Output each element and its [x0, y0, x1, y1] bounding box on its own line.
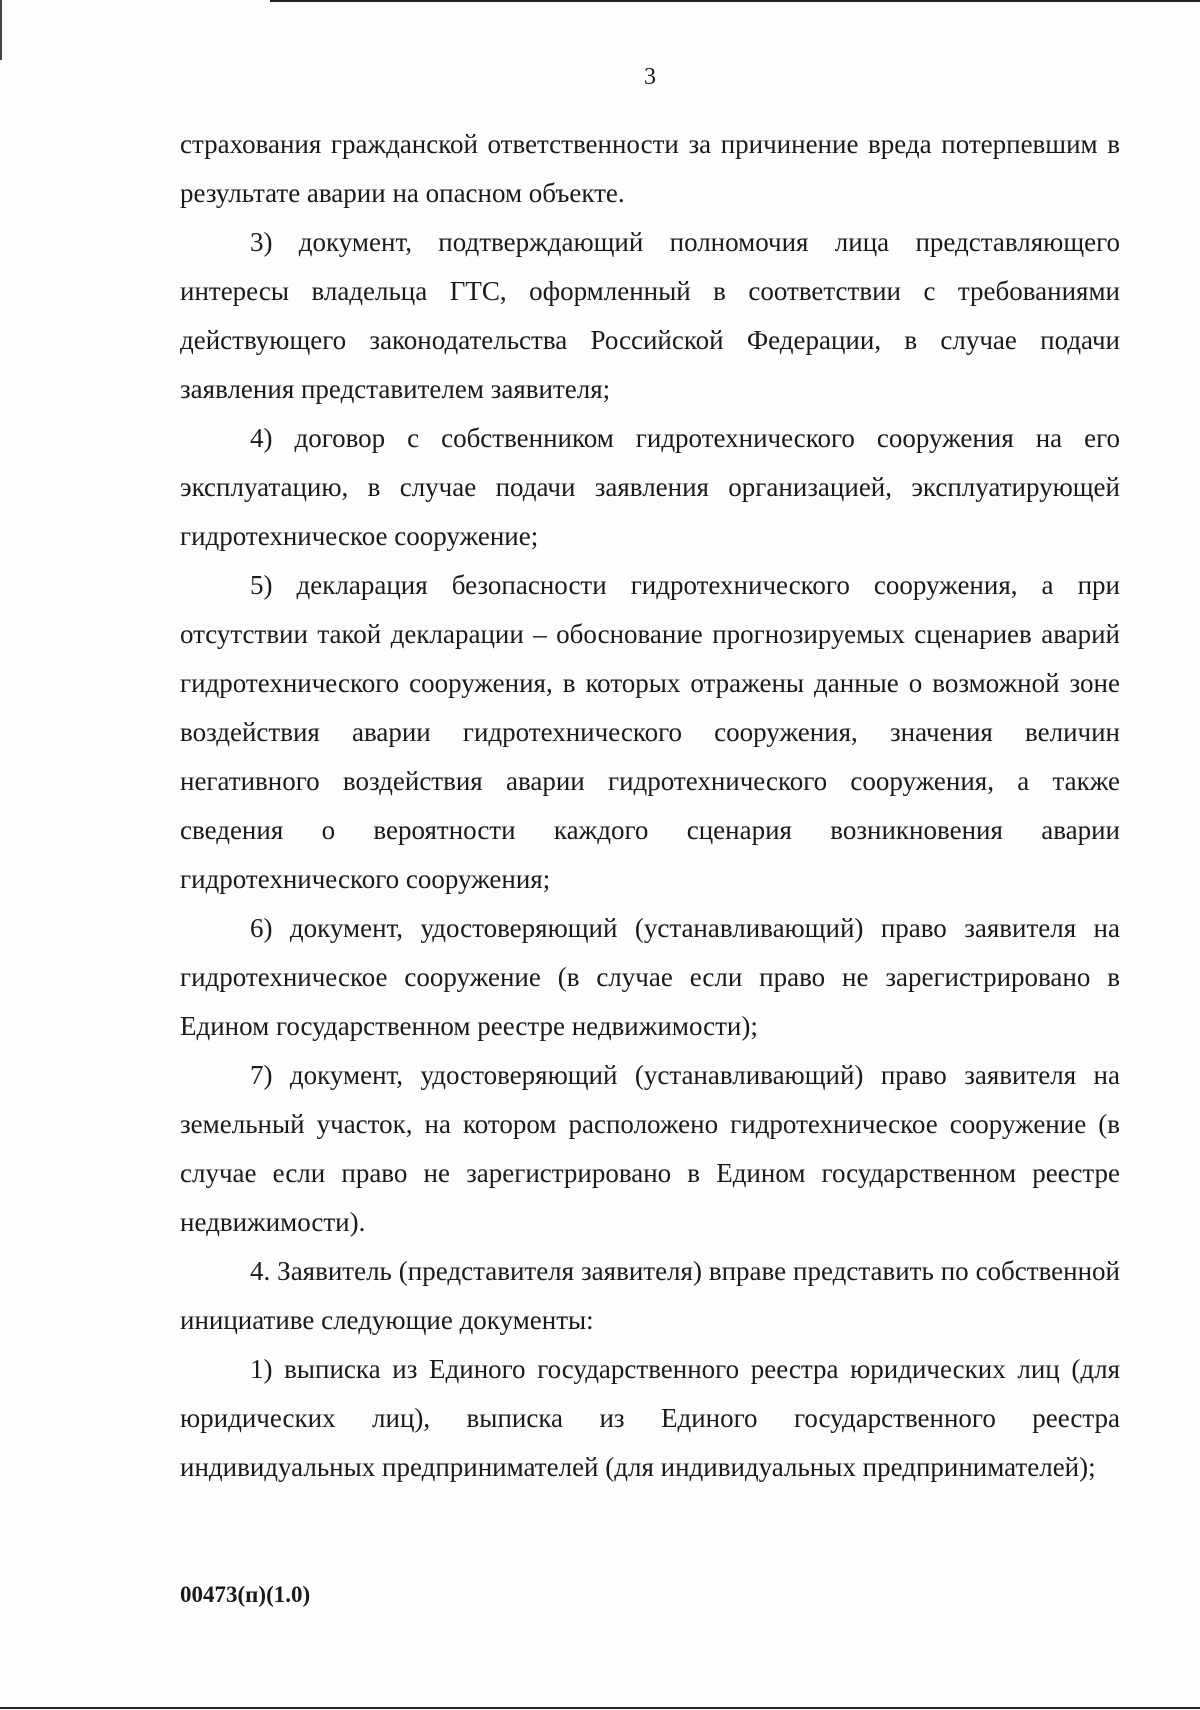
document-body — [180, 120, 1120, 1492]
paragraph-item-5: 5) декларация безопасности гидротехнического сооружения, а при отсутствии такой декларации – обоснование прогнозируемых сценариев аварий гидротехнического сооружения, в которых отражены данные о возможной зоне воздействия аварии гидротехнического сооружения, значения величин негативного воздействия аварии гидротехнического сооружения, а также сведения о вероятности каждого сценария возникновения аварии гидротехнического сооружения; — [180, 570, 1120, 894]
paragraph-continuation: страхования гражданской ответственности за причинение вреда потерпевшим в результате аварии на опасном объекте. — [180, 129, 1120, 208]
paragraph-section-4-item-1: 1) выписка из Единого государственного реестра юридических лиц (для юридических лиц), выписка из Единого государственного реестра индивидуальных предпринимателей (для индивидуальных предпринимателей); — [180, 1354, 1120, 1482]
paragraph-item-6: 6) документ, удостоверяющий (устанавливающий) право заявителя на гидротехническое сооружение (в случае если право не зарегистрировано в Едином государственном реестре недвижимости); — [180, 913, 1120, 1041]
scan-edge-top — [270, 0, 1200, 2]
scan-edge-bottom — [0, 1707, 1200, 1709]
paragraph-section-4: 4. Заявитель (представителя заявителя) вправе представить по собственной инициативе следующие документы: — [180, 1256, 1120, 1335]
paragraph-item-4: 4) договор с собственником гидротехнического сооружения на его эксплуатацию, в случае подачи заявления организацией, эксплуатирующей гидротехническое сооружение; — [180, 423, 1120, 551]
page-number: 3 — [644, 64, 656, 90]
scan-edge-left — [0, 0, 2, 60]
paragraph-item-7: 7) документ, удостоверяющий (устанавливающий) право заявителя на земельный участок, на котором расположено гидротехническое сооружение (в случае если право не зарегистрировано в Едином государственном реестре недвижимости). — [180, 1060, 1120, 1237]
paragraph-item-3: 3) документ, подтверждающий полномочия лица представляющего интересы владельца ГТС, оформленный в соответствии с требованиями действующего законодательства Российской Федерации, в случае подачи заявления представителем заявителя; — [180, 227, 1120, 404]
document-code: 00473(п)(1.0) — [180, 1582, 311, 1607]
